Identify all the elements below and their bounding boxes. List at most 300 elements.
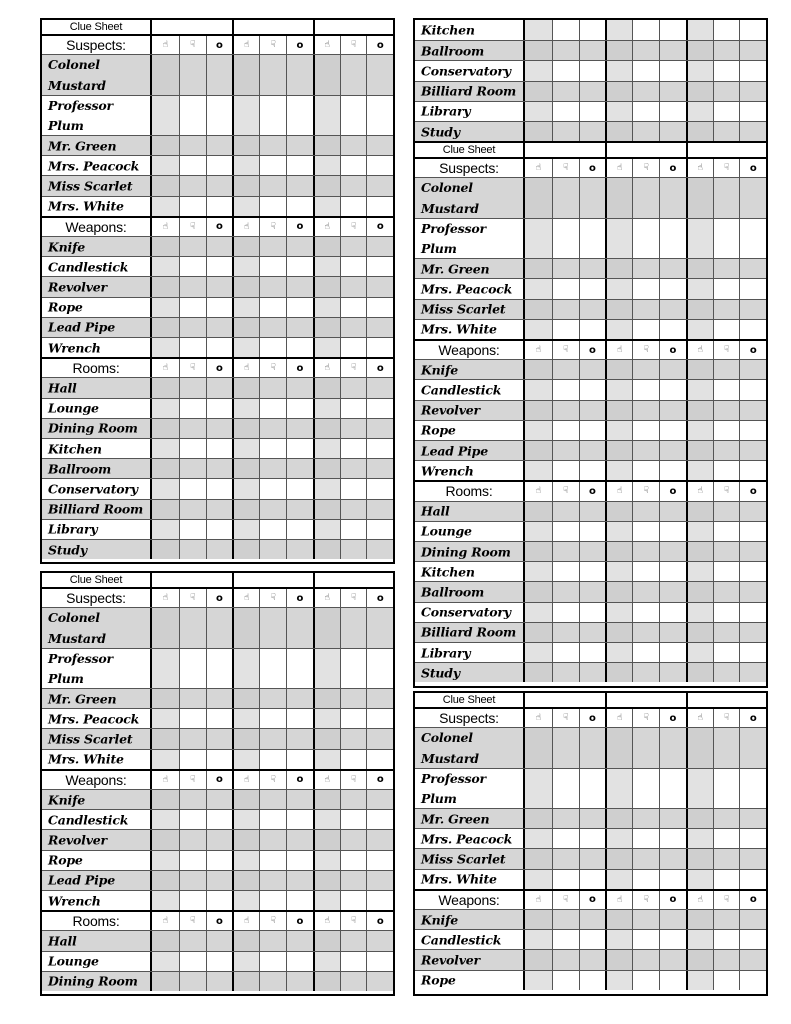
checkbox-cell[interactable]	[525, 522, 552, 541]
checkbox-cell[interactable]	[659, 61, 686, 80]
checkbox-cell[interactable]	[552, 219, 579, 258]
checkbox-cell[interactable]	[686, 441, 713, 460]
checkbox-cell[interactable]	[179, 257, 206, 276]
checkbox-cell[interactable]	[525, 401, 552, 420]
checkbox-cell[interactable]	[152, 197, 179, 216]
checkbox-cell[interactable]	[739, 380, 766, 399]
checkbox-cell[interactable]	[313, 810, 340, 829]
checkbox-cell[interactable]	[632, 623, 659, 642]
checkbox-cell[interactable]	[232, 419, 259, 438]
checkbox-cell[interactable]	[552, 950, 579, 969]
checkbox-cell[interactable]	[713, 102, 740, 121]
checkbox-cell[interactable]	[179, 96, 206, 135]
checkbox-cell[interactable]	[340, 750, 367, 769]
checkbox-cell[interactable]	[739, 542, 766, 561]
checkbox-cell[interactable]	[340, 689, 367, 708]
checkbox-cell[interactable]	[206, 459, 233, 478]
checkbox-cell[interactable]	[179, 277, 206, 296]
checkbox-cell[interactable]	[206, 689, 233, 708]
checkbox-cell[interactable]	[206, 298, 233, 317]
checkbox-cell[interactable]	[179, 952, 206, 971]
checkbox-cell[interactable]	[313, 500, 340, 519]
checkbox-cell[interactable]	[152, 500, 179, 519]
checkbox-cell[interactable]	[739, 603, 766, 622]
checkbox-cell[interactable]	[686, 950, 713, 969]
checkbox-cell[interactable]	[713, 930, 740, 949]
checkbox-cell[interactable]	[206, 419, 233, 438]
checkbox-cell[interactable]	[686, 360, 713, 379]
checkbox-cell[interactable]	[232, 689, 259, 708]
checkbox-cell[interactable]	[366, 136, 393, 155]
checkbox-cell[interactable]	[552, 421, 579, 440]
checkbox-cell[interactable]	[605, 542, 632, 561]
checkbox-cell[interactable]	[286, 479, 313, 498]
checkbox-cell[interactable]	[525, 849, 552, 868]
checkbox-cell[interactable]	[552, 663, 579, 682]
checkbox-cell[interactable]	[686, 320, 713, 339]
checkbox-cell[interactable]	[366, 419, 393, 438]
checkbox-cell[interactable]	[286, 972, 313, 991]
checkbox-cell[interactable]	[525, 769, 552, 808]
checkbox-cell[interactable]	[340, 277, 367, 296]
checkbox-cell[interactable]	[152, 649, 179, 688]
checkbox-cell[interactable]	[713, 401, 740, 420]
checkbox-cell[interactable]	[340, 156, 367, 175]
checkbox-cell[interactable]	[525, 950, 552, 969]
checkbox-cell[interactable]	[259, 277, 286, 296]
checkbox-cell[interactable]	[340, 378, 367, 397]
checkbox-cell[interactable]	[232, 378, 259, 397]
checkbox-cell[interactable]	[713, 61, 740, 80]
checkbox-cell[interactable]	[179, 298, 206, 317]
checkbox-cell[interactable]	[232, 197, 259, 216]
checkbox-cell[interactable]	[739, 178, 766, 217]
checkbox-cell[interactable]	[552, 643, 579, 662]
checkbox-cell[interactable]	[552, 870, 579, 889]
checkbox-cell[interactable]	[366, 399, 393, 418]
checkbox-cell[interactable]	[152, 277, 179, 296]
checkbox-cell[interactable]	[313, 338, 340, 357]
checkbox-cell[interactable]	[152, 851, 179, 870]
checkbox-cell[interactable]	[313, 156, 340, 175]
checkbox-cell[interactable]	[525, 502, 552, 521]
checkbox-cell[interactable]	[659, 950, 686, 969]
checkbox-cell[interactable]	[713, 279, 740, 298]
checkbox-cell[interactable]	[713, 502, 740, 521]
checkbox-cell[interactable]	[713, 522, 740, 541]
checkbox-cell[interactable]	[659, 279, 686, 298]
checkbox-cell[interactable]	[313, 871, 340, 890]
checkbox-cell[interactable]	[179, 871, 206, 890]
checkbox-cell[interactable]	[739, 20, 766, 40]
checkbox-cell[interactable]	[366, 338, 393, 357]
checkbox-cell[interactable]	[286, 830, 313, 849]
checkbox-cell[interactable]	[259, 540, 286, 559]
checkbox-cell[interactable]	[739, 829, 766, 848]
checkbox-cell[interactable]	[632, 259, 659, 278]
checkbox-cell[interactable]	[739, 643, 766, 662]
checkbox-cell[interactable]	[313, 378, 340, 397]
checkbox-cell[interactable]	[340, 399, 367, 418]
checkbox-cell[interactable]	[340, 649, 367, 688]
checkbox-cell[interactable]	[286, 689, 313, 708]
checkbox-cell[interactable]	[152, 419, 179, 438]
checkbox-cell[interactable]	[366, 257, 393, 276]
checkbox-cell[interactable]	[739, 663, 766, 682]
checkbox-cell[interactable]	[232, 156, 259, 175]
checkbox-cell[interactable]	[739, 102, 766, 121]
checkbox-cell[interactable]	[366, 500, 393, 519]
checkbox-cell[interactable]	[152, 520, 179, 539]
checkbox-cell[interactable]	[552, 41, 579, 60]
checkbox-cell[interactable]	[286, 500, 313, 519]
checkbox-cell[interactable]	[659, 401, 686, 420]
checkbox-cell[interactable]	[259, 830, 286, 849]
checkbox-cell[interactable]	[552, 360, 579, 379]
checkbox-cell[interactable]	[366, 439, 393, 458]
checkbox-cell[interactable]	[659, 522, 686, 541]
checkbox-cell[interactable]	[232, 729, 259, 748]
checkbox-cell[interactable]	[286, 277, 313, 296]
checkbox-cell[interactable]	[605, 502, 632, 521]
checkbox-cell[interactable]	[206, 972, 233, 991]
checkbox-cell[interactable]	[605, 930, 632, 949]
checkbox-cell[interactable]	[340, 810, 367, 829]
checkbox-cell[interactable]	[686, 643, 713, 662]
checkbox-cell[interactable]	[259, 237, 286, 256]
checkbox-cell[interactable]	[179, 649, 206, 688]
checkbox-cell[interactable]	[179, 399, 206, 418]
checkbox-cell[interactable]	[179, 459, 206, 478]
checkbox-cell[interactable]	[206, 257, 233, 276]
checkbox-cell[interactable]	[659, 259, 686, 278]
checkbox-cell[interactable]	[552, 259, 579, 278]
checkbox-cell[interactable]	[713, 809, 740, 828]
checkbox-cell[interactable]	[686, 461, 713, 480]
checkbox-cell[interactable]	[206, 237, 233, 256]
checkbox-cell[interactable]	[659, 502, 686, 521]
checkbox-cell[interactable]	[313, 830, 340, 849]
checkbox-cell[interactable]	[366, 729, 393, 748]
checkbox-cell[interactable]	[525, 910, 552, 929]
checkbox-cell[interactable]	[340, 540, 367, 559]
checkbox-cell[interactable]	[152, 608, 179, 647]
checkbox-cell[interactable]	[313, 540, 340, 559]
checkbox-cell[interactable]	[525, 279, 552, 298]
checkbox-cell[interactable]	[366, 520, 393, 539]
checkbox-cell[interactable]	[179, 750, 206, 769]
checkbox-cell[interactable]	[206, 338, 233, 357]
checkbox-cell[interactable]	[632, 279, 659, 298]
checkbox-cell[interactable]	[579, 522, 606, 541]
checkbox-cell[interactable]	[179, 520, 206, 539]
checkbox-cell[interactable]	[525, 461, 552, 480]
checkbox-cell[interactable]	[206, 277, 233, 296]
checkbox-cell[interactable]	[632, 401, 659, 420]
checkbox-cell[interactable]	[632, 910, 659, 929]
checkbox-cell[interactable]	[286, 439, 313, 458]
checkbox-cell[interactable]	[313, 608, 340, 647]
checkbox-cell[interactable]	[286, 608, 313, 647]
checkbox-cell[interactable]	[152, 972, 179, 991]
checkbox-cell[interactable]	[152, 931, 179, 950]
checkbox-cell[interactable]	[366, 197, 393, 216]
checkbox-cell[interactable]	[525, 122, 552, 141]
checkbox-cell[interactable]	[525, 542, 552, 561]
checkbox-cell[interactable]	[605, 41, 632, 60]
checkbox-cell[interactable]	[632, 562, 659, 581]
checkbox-cell[interactable]	[713, 728, 740, 767]
checkbox-cell[interactable]	[206, 871, 233, 890]
checkbox-cell[interactable]	[739, 522, 766, 541]
checkbox-cell[interactable]	[686, 870, 713, 889]
checkbox-cell[interactable]	[552, 61, 579, 80]
checkbox-cell[interactable]	[259, 399, 286, 418]
checkbox-cell[interactable]	[552, 542, 579, 561]
checkbox-cell[interactable]	[313, 891, 340, 910]
checkbox-cell[interactable]	[686, 178, 713, 217]
checkbox-cell[interactable]	[605, 20, 632, 40]
checkbox-cell[interactable]	[632, 522, 659, 541]
checkbox-cell[interactable]	[552, 380, 579, 399]
checkbox-cell[interactable]	[552, 522, 579, 541]
checkbox-cell[interactable]	[739, 728, 766, 767]
checkbox-cell[interactable]	[179, 55, 206, 94]
checkbox-cell[interactable]	[206, 709, 233, 728]
checkbox-cell[interactable]	[739, 971, 766, 990]
checkbox-cell[interactable]	[340, 972, 367, 991]
checkbox-cell[interactable]	[366, 952, 393, 971]
checkbox-cell[interactable]	[286, 750, 313, 769]
checkbox-cell[interactable]	[605, 380, 632, 399]
checkbox-cell[interactable]	[340, 257, 367, 276]
checkbox-cell[interactable]	[605, 82, 632, 101]
checkbox-cell[interactable]	[632, 421, 659, 440]
checkbox-cell[interactable]	[313, 237, 340, 256]
checkbox-cell[interactable]	[713, 421, 740, 440]
checkbox-cell[interactable]	[179, 237, 206, 256]
checkbox-cell[interactable]	[366, 237, 393, 256]
checkbox-cell[interactable]	[206, 810, 233, 829]
checkbox-cell[interactable]	[552, 582, 579, 601]
checkbox-cell[interactable]	[525, 20, 552, 40]
checkbox-cell[interactable]	[579, 728, 606, 767]
checkbox-cell[interactable]	[739, 461, 766, 480]
checkbox-cell[interactable]	[579, 582, 606, 601]
checkbox-cell[interactable]	[313, 55, 340, 94]
checkbox-cell[interactable]	[659, 910, 686, 929]
checkbox-cell[interactable]	[659, 320, 686, 339]
checkbox-cell[interactable]	[366, 156, 393, 175]
checkbox-cell[interactable]	[313, 318, 340, 337]
checkbox-cell[interactable]	[525, 300, 552, 319]
checkbox-cell[interactable]	[579, 102, 606, 121]
checkbox-cell[interactable]	[713, 122, 740, 141]
checkbox-cell[interactable]	[340, 931, 367, 950]
checkbox-cell[interactable]	[579, 441, 606, 460]
checkbox-cell[interactable]	[579, 829, 606, 848]
checkbox-cell[interactable]	[206, 176, 233, 195]
checkbox-cell[interactable]	[232, 750, 259, 769]
checkbox-cell[interactable]	[286, 257, 313, 276]
checkbox-cell[interactable]	[286, 197, 313, 216]
checkbox-cell[interactable]	[259, 729, 286, 748]
checkbox-cell[interactable]	[525, 360, 552, 379]
checkbox-cell[interactable]	[579, 380, 606, 399]
checkbox-cell[interactable]	[739, 360, 766, 379]
checkbox-cell[interactable]	[579, 910, 606, 929]
checkbox-cell[interactable]	[179, 439, 206, 458]
checkbox-cell[interactable]	[632, 320, 659, 339]
checkbox-cell[interactable]	[686, 279, 713, 298]
checkbox-cell[interactable]	[739, 259, 766, 278]
checkbox-cell[interactable]	[313, 649, 340, 688]
checkbox-cell[interactable]	[525, 102, 552, 121]
checkbox-cell[interactable]	[259, 608, 286, 647]
checkbox-cell[interactable]	[286, 176, 313, 195]
checkbox-cell[interactable]	[739, 502, 766, 521]
checkbox-cell[interactable]	[605, 320, 632, 339]
checkbox-cell[interactable]	[632, 461, 659, 480]
checkbox-cell[interactable]	[366, 608, 393, 647]
checkbox-cell[interactable]	[206, 790, 233, 809]
checkbox-cell[interactable]	[259, 419, 286, 438]
checkbox-cell[interactable]	[632, 728, 659, 767]
checkbox-cell[interactable]	[579, 401, 606, 420]
checkbox-cell[interactable]	[259, 709, 286, 728]
checkbox-cell[interactable]	[579, 320, 606, 339]
checkbox-cell[interactable]	[152, 156, 179, 175]
checkbox-cell[interactable]	[525, 320, 552, 339]
checkbox-cell[interactable]	[366, 790, 393, 809]
checkbox-cell[interactable]	[313, 136, 340, 155]
checkbox-cell[interactable]	[206, 891, 233, 910]
checkbox-cell[interactable]	[286, 810, 313, 829]
checkbox-cell[interactable]	[632, 643, 659, 662]
checkbox-cell[interactable]	[605, 623, 632, 642]
checkbox-cell[interactable]	[659, 582, 686, 601]
checkbox-cell[interactable]	[286, 790, 313, 809]
checkbox-cell[interactable]	[552, 320, 579, 339]
checkbox-cell[interactable]	[525, 809, 552, 828]
checkbox-cell[interactable]	[632, 61, 659, 80]
checkbox-cell[interactable]	[605, 522, 632, 541]
checkbox-cell[interactable]	[259, 96, 286, 135]
checkbox-cell[interactable]	[739, 562, 766, 581]
checkbox-cell[interactable]	[259, 439, 286, 458]
checkbox-cell[interactable]	[286, 318, 313, 337]
checkbox-cell[interactable]	[525, 178, 552, 217]
checkbox-cell[interactable]	[686, 82, 713, 101]
checkbox-cell[interactable]	[739, 441, 766, 460]
checkbox-cell[interactable]	[313, 790, 340, 809]
checkbox-cell[interactable]	[206, 55, 233, 94]
checkbox-cell[interactable]	[605, 562, 632, 581]
checkbox-cell[interactable]	[659, 603, 686, 622]
checkbox-cell[interactable]	[179, 540, 206, 559]
checkbox-cell[interactable]	[739, 950, 766, 969]
checkbox-cell[interactable]	[340, 729, 367, 748]
checkbox-cell[interactable]	[579, 421, 606, 440]
checkbox-cell[interactable]	[366, 176, 393, 195]
checkbox-cell[interactable]	[152, 952, 179, 971]
checkbox-cell[interactable]	[259, 871, 286, 890]
checkbox-cell[interactable]	[179, 729, 206, 748]
checkbox-cell[interactable]	[552, 300, 579, 319]
checkbox-cell[interactable]	[659, 421, 686, 440]
checkbox-cell[interactable]	[659, 20, 686, 40]
checkbox-cell[interactable]	[313, 439, 340, 458]
checkbox-cell[interactable]	[525, 971, 552, 990]
checkbox-cell[interactable]	[659, 360, 686, 379]
checkbox-cell[interactable]	[313, 419, 340, 438]
checkbox-cell[interactable]	[525, 82, 552, 101]
checkbox-cell[interactable]	[179, 689, 206, 708]
checkbox-cell[interactable]	[179, 318, 206, 337]
checkbox-cell[interactable]	[686, 623, 713, 642]
checkbox-cell[interactable]	[152, 479, 179, 498]
checkbox-cell[interactable]	[179, 790, 206, 809]
checkbox-cell[interactable]	[525, 259, 552, 278]
checkbox-cell[interactable]	[259, 156, 286, 175]
checkbox-cell[interactable]	[632, 20, 659, 40]
checkbox-cell[interactable]	[713, 300, 740, 319]
checkbox-cell[interactable]	[259, 649, 286, 688]
checkbox-cell[interactable]	[605, 461, 632, 480]
checkbox-cell[interactable]	[232, 871, 259, 890]
checkbox-cell[interactable]	[152, 750, 179, 769]
checkbox-cell[interactable]	[286, 709, 313, 728]
checkbox-cell[interactable]	[739, 401, 766, 420]
checkbox-cell[interactable]	[152, 55, 179, 94]
checkbox-cell[interactable]	[632, 849, 659, 868]
checkbox-cell[interactable]	[739, 82, 766, 101]
checkbox-cell[interactable]	[152, 689, 179, 708]
checkbox-cell[interactable]	[579, 259, 606, 278]
checkbox-cell[interactable]	[340, 500, 367, 519]
checkbox-cell[interactable]	[286, 378, 313, 397]
checkbox-cell[interactable]	[659, 41, 686, 60]
checkbox-cell[interactable]	[232, 439, 259, 458]
checkbox-cell[interactable]	[632, 178, 659, 217]
checkbox-cell[interactable]	[366, 378, 393, 397]
checkbox-cell[interactable]	[579, 219, 606, 258]
checkbox-cell[interactable]	[366, 649, 393, 688]
checkbox-cell[interactable]	[286, 851, 313, 870]
checkbox-cell[interactable]	[579, 623, 606, 642]
checkbox-cell[interactable]	[739, 320, 766, 339]
checkbox-cell[interactable]	[713, 219, 740, 258]
checkbox-cell[interactable]	[739, 910, 766, 929]
checkbox-cell[interactable]	[579, 41, 606, 60]
checkbox-cell[interactable]	[340, 830, 367, 849]
checkbox-cell[interactable]	[632, 502, 659, 521]
checkbox-cell[interactable]	[286, 136, 313, 155]
checkbox-cell[interactable]	[232, 709, 259, 728]
checkbox-cell[interactable]	[366, 55, 393, 94]
checkbox-cell[interactable]	[659, 441, 686, 460]
checkbox-cell[interactable]	[179, 500, 206, 519]
checkbox-cell[interactable]	[286, 871, 313, 890]
checkbox-cell[interactable]	[579, 930, 606, 949]
checkbox-cell[interactable]	[366, 830, 393, 849]
checkbox-cell[interactable]	[552, 461, 579, 480]
checkbox-cell[interactable]	[605, 122, 632, 141]
checkbox-cell[interactable]	[366, 459, 393, 478]
checkbox-cell[interactable]	[659, 829, 686, 848]
checkbox-cell[interactable]	[632, 542, 659, 561]
checkbox-cell[interactable]	[605, 728, 632, 767]
